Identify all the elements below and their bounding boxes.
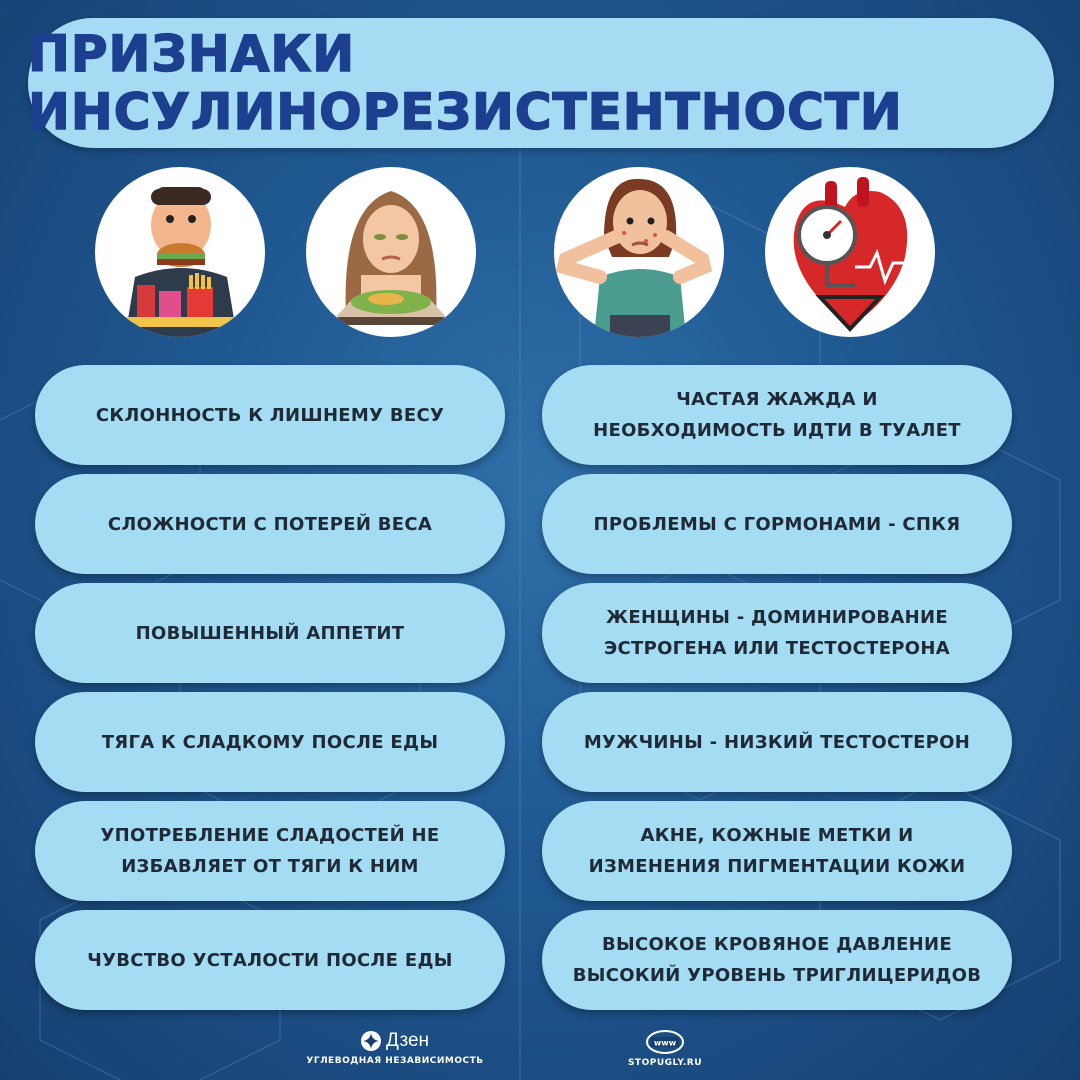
woman-with-acne-icon [554, 167, 724, 337]
title-banner [28, 18, 1054, 148]
right-sign-1 [542, 365, 1012, 465]
sign-text-line1: ЧАСТАЯ ЖАЖДА И [676, 389, 878, 410]
sign-text-line1: ВЫСОКОЕ КРОВЯНОЕ ДАВЛЕНИЕ [601, 934, 952, 955]
right-sign-5 [542, 801, 1012, 901]
right-sign-6 [542, 910, 1012, 1010]
sign-text-line2: ИЗМЕНЕНИЯ ПИГМЕНТАЦИИ КОЖИ [588, 856, 966, 877]
heart-blood-pressure-gauge-icon [765, 167, 935, 337]
left-sign-1 [35, 365, 505, 465]
left-sign-4 [35, 692, 505, 792]
sign-text-line1: АКНЕ, КОЖНЫЕ МЕТКИ И [640, 825, 914, 846]
dzen-brand-name: Дзен [385, 1030, 430, 1051]
globe-icon-label: www [653, 1038, 677, 1048]
left-sign-5 [35, 801, 505, 901]
right-sign-3 [542, 583, 1012, 683]
sign-text-line1: УПОТРЕБЛЕНИЕ СЛАДОСТЕЙ НЕ [100, 825, 440, 846]
sign-text-line1: ПОВЫШЕННЫЙ АППЕТИТ [135, 622, 405, 644]
right-sign-4 [542, 692, 1012, 792]
footer-website[interactable] [600, 1030, 730, 1068]
man-eating-fast-food-icon [95, 167, 265, 337]
right-sign-2 [542, 474, 1012, 574]
sign-text-line1: СЛОЖНОСТИ С ПОТЕРЕЙ ВЕСА [107, 513, 433, 535]
globe-icon [645, 1030, 685, 1054]
left-sign-3 [35, 583, 505, 683]
footer-dzen[interactable] [300, 1030, 490, 1066]
sign-text-line1: ТЯГА К СЛАДКОМУ ПОСЛЕ ЕДЫ [101, 731, 439, 753]
sign-text-line1: ЧУВСТВО УСТАЛОСТИ ПОСЛЕ ЕДЫ [87, 949, 453, 971]
footer-left-caption: УГЛЕВОДНАЯ НЕЗАВИСИМОСТЬ [306, 1056, 484, 1066]
left-sign-6 [35, 910, 505, 1010]
sign-text-line2: НЕОБХОДИМОСТЬ ИДТИ В ТУАЛЕТ [593, 420, 961, 441]
sign-text-line2: ЭСТРОГЕНА ИЛИ ТЕСТОСТЕРОНА [603, 638, 950, 659]
sign-text-line1: ПРОБЛЕМЫ С ГОРМОНАМИ - СПКЯ [593, 513, 961, 535]
sign-text-line1: СКЛОННОСТЬ К ЛИШНЕМУ ВЕСУ [95, 404, 445, 426]
sign-text-line2: ИЗБАВЛЯЕТ ОТ ТЯГИ К НИМ [121, 856, 419, 877]
sign-text-line1: ЖЕНЩИНЫ - ДОМИНИРОВАНИЕ [606, 607, 948, 628]
left-sign-2 [35, 474, 505, 574]
sign-text-line2: ВЫСОКИЙ УРОВЕНЬ ТРИГЛИЦЕРИДОВ [572, 965, 982, 986]
dzen-star-icon [361, 1031, 381, 1051]
tired-woman-with-food-icon [306, 167, 476, 337]
footer-right-caption: STOPUGLY.RU [627, 1058, 703, 1068]
sign-text-line1: МУЖЧИНЫ - НИЗКИЙ ТЕСТОСТЕРОН [583, 731, 971, 753]
page-title: ПРИЗНАКИ ИНСУЛИНОРЕЗИСТЕНТНОСТИ [28, 25, 903, 141]
